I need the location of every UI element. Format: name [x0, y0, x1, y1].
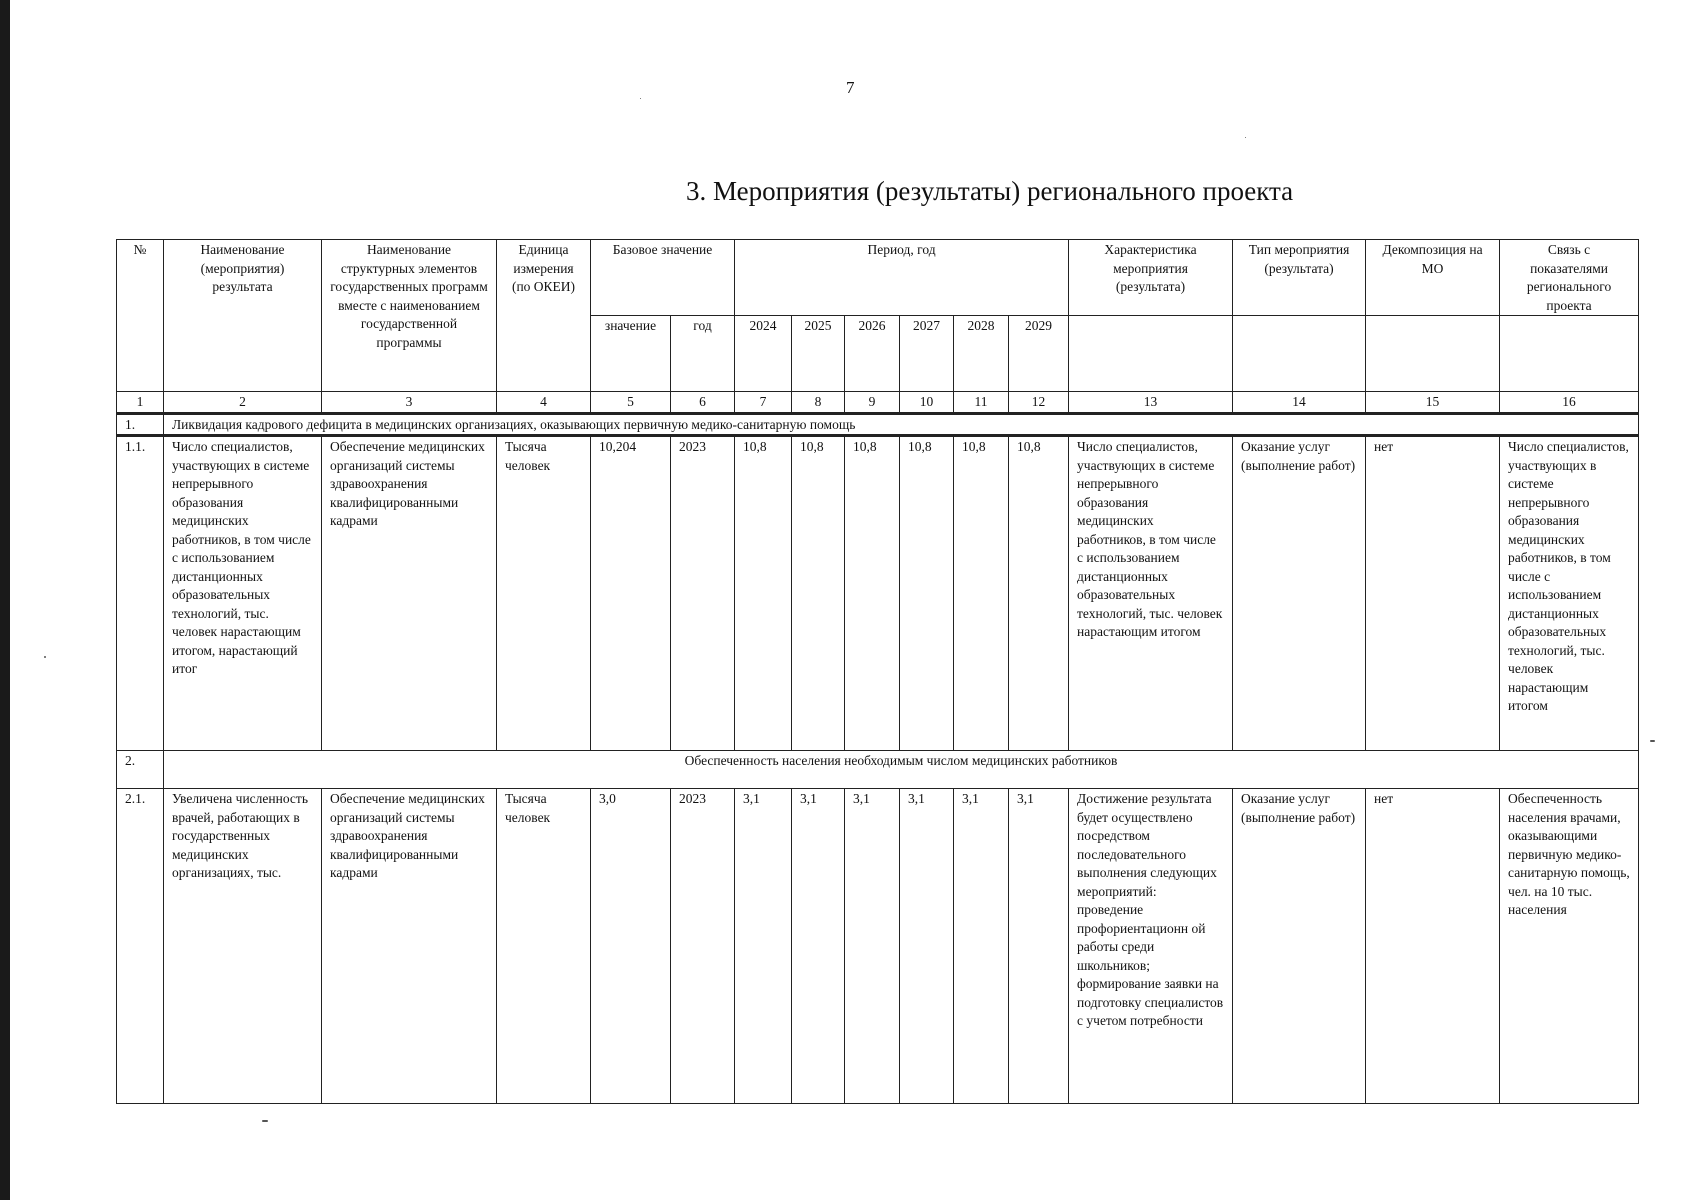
- column-number: 3: [322, 392, 497, 414]
- base-year: 2023: [671, 436, 735, 751]
- table-row: [117, 789, 1639, 1104]
- header-year: 2028: [954, 316, 1009, 392]
- header-link: Связь с показателями регионального проекта: [1500, 240, 1639, 316]
- indicator-link: Число специалистов, участвующих в системе непрерывного образования медицинских работников, в том числе с использованием дистанционных образовательных технологий, тыс. человек нарастающим итогом: [1500, 436, 1639, 751]
- result-type: Оказание услуг (выполнение работ): [1233, 789, 1366, 1104]
- header-empty: [1500, 316, 1639, 392]
- year-value: 10,8: [845, 436, 900, 751]
- section-row-2: [117, 751, 1639, 789]
- header-base: Базовое значение: [591, 240, 735, 316]
- column-number: 5: [591, 392, 671, 414]
- scan-speck: [262, 1120, 268, 1122]
- result-name: Число специалистов, участвующих в системе непрерывного образования медицинских работников, в том числе с использованием дистанционных образовательных технологий, тыс. человек нарастающим итогом, нарастающий итог: [164, 436, 322, 751]
- column-number: 10: [900, 392, 954, 414]
- header-year: 2026: [845, 316, 900, 392]
- year-value: 3,1: [735, 789, 792, 1104]
- result-type: Оказание услуг (выполнение работ): [1233, 436, 1366, 751]
- year-value: 10,8: [1009, 436, 1069, 751]
- struct-element: Обеспечение медицинских организаций системы здравоохранения квалифицированными кадрами: [322, 436, 497, 751]
- base-value: 10,204: [591, 436, 671, 751]
- column-number: 4: [497, 392, 591, 414]
- year-value: 10,8: [900, 436, 954, 751]
- column-number: 2: [164, 392, 322, 414]
- header-empty: [1366, 316, 1500, 392]
- section-row-1: [117, 413, 1639, 436]
- characteristic: Достижение результата будет осуществлено посредством последовательного выполнения следующих мероприятий: проведение профориентационн ой работы среди школьников; формирование заявки на подготовку специалистов с учетом потребности: [1069, 789, 1233, 1104]
- scan-speck: [1650, 740, 1655, 742]
- column-number: 11: [954, 392, 1009, 414]
- year-value: 3,1: [1009, 789, 1069, 1104]
- header-unit: Единица измерения (по ОКЕИ): [497, 240, 591, 392]
- decomposition: нет: [1366, 789, 1500, 1104]
- characteristic: Число специалистов, участвующих в системе непрерывного образования медицинских работников, в том числе с использованием дистанционных образовательных технологий, тыс. человек нарастающим итогом: [1069, 436, 1233, 751]
- unit: Тысяча человек: [497, 436, 591, 751]
- indicator-link: Обеспеченность населения врачами, оказывающими первичную медико-санитарную помощь, чел. на 10 тыс. населения: [1500, 789, 1639, 1104]
- struct-element: Обеспечение медицинских организаций системы здравоохранения квалифицированными кадрами: [322, 789, 497, 1104]
- year-value: 10,8: [792, 436, 845, 751]
- row-number: 2.1.: [117, 789, 164, 1104]
- row-number: 1.1.: [117, 436, 164, 751]
- column-number: 13: [1069, 392, 1233, 414]
- year-value: 3,1: [845, 789, 900, 1104]
- scan-left-edge: [0, 0, 10, 1200]
- header-type: Тип мероприятия (результата): [1233, 240, 1366, 316]
- base-year: 2023: [671, 789, 735, 1104]
- page-number: 7: [846, 78, 855, 97]
- column-number: 8: [792, 392, 845, 414]
- header-decomp: Декомпозиция на МО: [1366, 240, 1500, 316]
- column-number: 16: [1500, 392, 1639, 414]
- header-no: №: [117, 240, 164, 392]
- year-value: 10,8: [735, 436, 792, 751]
- column-number: 12: [1009, 392, 1069, 414]
- header-base-value: значение: [591, 316, 671, 392]
- year-value: 10,8: [954, 436, 1009, 751]
- column-number: 7: [735, 392, 792, 414]
- scan-speck: [44, 656, 46, 658]
- section-number: 1.: [117, 413, 164, 436]
- column-numbers-row: [117, 392, 1639, 414]
- section-title: Обеспеченность населения необходимым числом медицинских работников: [164, 751, 1639, 789]
- base-value: 3,0: [591, 789, 671, 1104]
- results-table: [116, 239, 1639, 1104]
- header-year: 2027: [900, 316, 954, 392]
- column-number: 9: [845, 392, 900, 414]
- column-number: 1: [117, 392, 164, 414]
- header-char: Характеристика мероприятия (результата): [1069, 240, 1233, 316]
- header-struct: Наименование структурных элементов государственных программ вместе с наименованием государственной программы: [322, 240, 497, 392]
- header-row-1: [117, 240, 1639, 316]
- header-year: 2029: [1009, 316, 1069, 392]
- section-number: 2.: [117, 751, 164, 789]
- column-number: 14: [1233, 392, 1366, 414]
- header-year: 2024: [735, 316, 792, 392]
- header-year: 2025: [792, 316, 845, 392]
- decomposition: нет: [1366, 436, 1500, 751]
- header-period: Период, год: [735, 240, 1069, 316]
- unit: Тысяча человек: [497, 789, 591, 1104]
- header-empty: [1233, 316, 1366, 392]
- scan-speck: [640, 98, 641, 99]
- page-title: 3. Мероприятия (результаты) регионального проекта: [686, 176, 1294, 206]
- header-empty: [1069, 316, 1233, 392]
- result-name: Увеличена численность врачей, работающих в государственных медицинских организациях, тыс.: [164, 789, 322, 1104]
- header-name: Наименование (мероприятия) результата: [164, 240, 322, 392]
- header-base-year: год: [671, 316, 735, 392]
- section-title: Ликвидация кадрового дефицита в медицинских организациях, оказывающих первичную медико-санитарную помощь: [164, 413, 1639, 436]
- column-number: 6: [671, 392, 735, 414]
- year-value: 3,1: [792, 789, 845, 1104]
- scan-speck: [1245, 137, 1246, 138]
- table-row: [117, 436, 1639, 751]
- column-number: 15: [1366, 392, 1500, 414]
- year-value: 3,1: [954, 789, 1009, 1104]
- year-value: 3,1: [900, 789, 954, 1104]
